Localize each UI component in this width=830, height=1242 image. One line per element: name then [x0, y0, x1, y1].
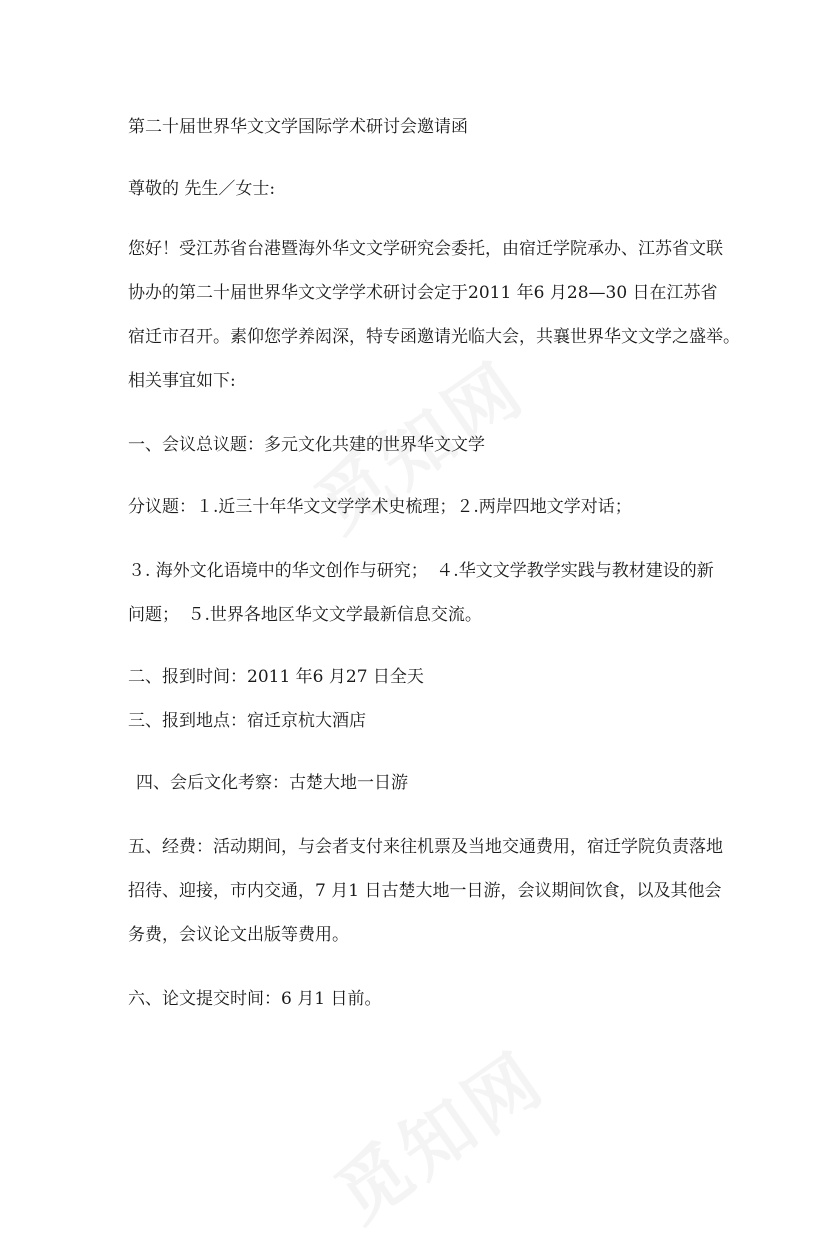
item-registration-time: 二、报到时间：2011 年6 月27 日全天	[128, 667, 424, 687]
subtopics-line: 问题； ５.世界各地区华文文学最新信息交流。	[128, 605, 482, 625]
item-paper-deadline: 六、论文提交时间：6 月1 日前。	[128, 989, 382, 1009]
intro-line: 您好！受江苏省台港暨海外华文文学研究会委托，由宿迁学院承办、江苏省文联	[128, 239, 723, 259]
intro-line: 相关事宜如下:	[128, 371, 236, 391]
subtopics-line: 分议题：１.近三十年华文文学学术史梳理；２.两岸四地文学对话；	[128, 497, 632, 517]
intro-line: 宿迁市召开。素仰您学养闳深，特专函邀请光临大会，共襄世界华文文学之盛举。	[128, 327, 740, 347]
item-expenses-line: 五、经费：活动期间，与会者支付来往机票及当地交通费用，宿迁学院负责落地	[128, 837, 723, 857]
item-expenses-line: 务费，会议论文出版等费用。	[128, 925, 349, 945]
intro-line: 协办的第二十届世界华文文学学术研讨会定于2011 年6 月28—30 日在江苏省	[128, 283, 718, 303]
salutation: 尊敬的 先生／女士:	[128, 179, 276, 199]
item-topic: 一、会议总议题：多元文化共建的世界华文文学	[128, 435, 485, 455]
watermark	[311, 1022, 562, 1241]
item-expenses-line: 招待、迎接，市内交通，7 月1 日古楚大地一日游，会议期间饮食，以及其他会	[128, 881, 722, 901]
subtopics-line: ３. 海外文化语境中的华文创作与研究； ４.华文文学教学实践与教材建设的新	[128, 561, 714, 581]
item-cultural-tour: 四、会后文化考察：古楚大地一日游	[136, 773, 408, 793]
document-title: 第二十届世界华文文学国际学术研讨会邀请函	[128, 117, 468, 137]
item-registration-location: 三、报到地点：宿迁京杭大酒店	[128, 711, 366, 731]
